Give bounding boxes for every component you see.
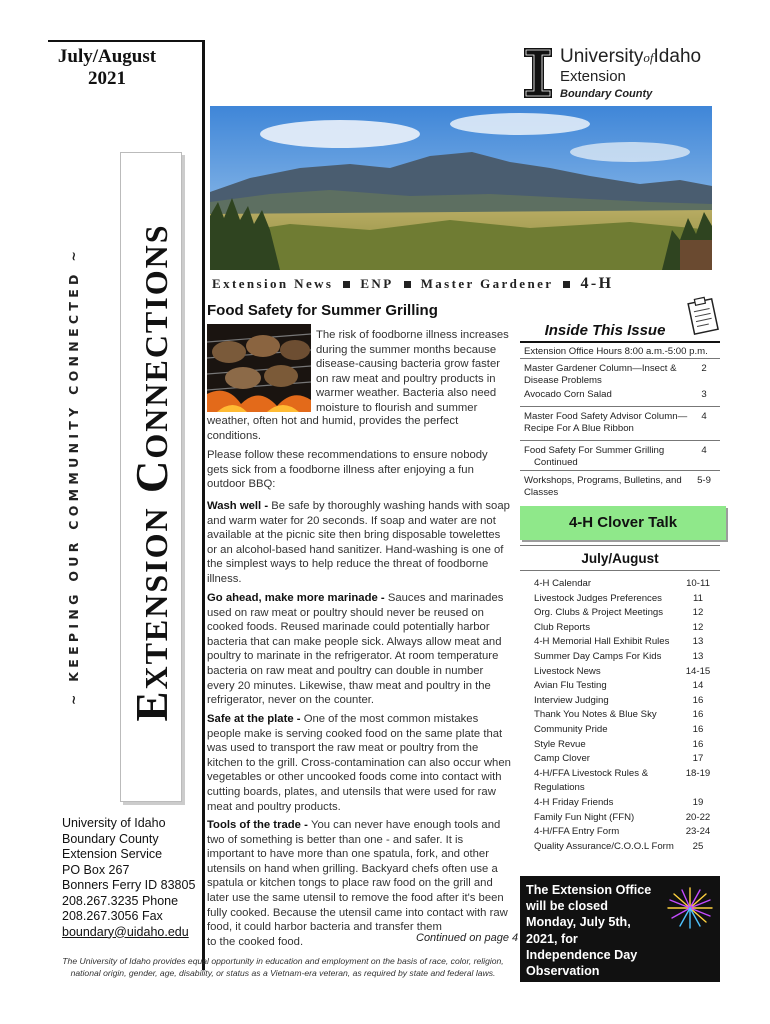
issue-date-year: 2021 xyxy=(88,68,126,89)
nav-master-gardener: Master Gardener xyxy=(420,276,554,291)
list-item[interactable] xyxy=(534,796,716,811)
list-item[interactable] xyxy=(534,840,716,855)
nav-4h: 4-H xyxy=(580,275,614,292)
toc-item-title: Food Safety For Summer Grilling xyxy=(524,445,665,456)
top-rule xyxy=(48,40,205,42)
article-intro: The risk of foodborne illness increases during the summer months because disease-causing bacteria grow faster on raw meat and poultry products in warmer weather. Bacteria also need moisture to flourish and summer xyxy=(316,329,509,414)
list-item-title: Camp Clover xyxy=(534,753,590,765)
phone-line: 208.267.3235 Phone xyxy=(62,893,179,908)
list-item-page: 23-24 xyxy=(685,826,711,838)
tip-wash-well xyxy=(207,499,512,587)
list-item-title: Community Pride xyxy=(534,723,608,735)
list-item-page: 16 xyxy=(692,694,704,706)
tip-heading: Go ahead, make more marinade - xyxy=(207,592,388,604)
clover-talk-list xyxy=(534,577,716,854)
tip-marinade xyxy=(207,591,512,708)
toc-item-subtitle: Continued xyxy=(534,457,578,468)
list-item-title: Avian Flu Testing xyxy=(534,680,607,692)
address-line: University of Idaho xyxy=(62,816,166,830)
issue-date xyxy=(52,46,162,90)
list-item-page: 25 xyxy=(692,840,704,852)
tip-heading: Tools of the trade - xyxy=(207,819,311,831)
list-item-page: 11 xyxy=(693,592,703,604)
article-paragraph: Please follow these recommendations to ensure nobody gets sick from a foodborne illness after enjoying a fun outdoor BBQ: xyxy=(207,449,488,491)
toc-item[interactable] xyxy=(520,407,720,435)
toc-item-page: 2 xyxy=(701,363,707,374)
tip-body: Sauces and marinades used on raw meat or poultry should never be reused on cooked foods. Reused marinade could potentially harbor bacteria that can make people sick. Always allow meat and poultry to marinate in the refrigerator. At room temperature bacteria on raw meat and poultry can double in number every 20 minutes. Likewise, thaw meat and poultry in the refrigerator, never on the counter. xyxy=(207,592,504,707)
list-item[interactable] xyxy=(534,635,716,650)
list-item[interactable] xyxy=(534,592,716,607)
list-item-title: Org. Clubs & Project Meetings xyxy=(534,607,664,619)
toc-item-page: 5-9 xyxy=(697,475,711,486)
list-item[interactable] xyxy=(534,825,716,840)
list-item-title: Family Fun Night (FFN) xyxy=(534,811,635,823)
list-item-title: 4-H Friday Friends xyxy=(534,796,614,808)
list-item[interactable] xyxy=(534,708,716,723)
clover-talk-banner: 4-H Clover Talk xyxy=(520,506,726,540)
fireworks-icon xyxy=(660,880,720,940)
list-item-page: 10-11 xyxy=(686,578,710,589)
address-line: Bonners Ferry ID 83805 xyxy=(62,878,196,892)
list-item[interactable] xyxy=(534,606,716,621)
list-item-page: 19 xyxy=(692,796,704,808)
toc-item[interactable] xyxy=(520,387,720,401)
tip-body: One of the most common mistakes people make is serving cooked food on the same plate that was used to transport the raw meat or poultry from the kitchen to the grill. Cross-contamination can also occur when vegetables or other uncooked foods come into contact with cutting boards, plates, and utensils that were used for raw meat and poultry products. xyxy=(207,713,511,813)
list-item-page: 16 xyxy=(692,723,704,735)
list-item[interactable] xyxy=(534,694,716,709)
logo-of: of xyxy=(643,50,654,65)
address-line: Boundary County xyxy=(62,831,159,846)
list-item-title: Thank You Notes & Blue Sky xyxy=(534,709,657,721)
toc-item-title: Master Gardener Column—Insect & Disease Problems xyxy=(524,363,677,386)
nav-square-bullet-icon xyxy=(563,281,570,288)
toc-item-title: Avocado Corn Salad xyxy=(524,389,612,400)
list-item-page: 12 xyxy=(692,607,704,619)
address-line: PO Box 267 xyxy=(62,862,130,877)
nav-square-bullet-icon xyxy=(404,281,411,288)
list-item-page: 16 xyxy=(692,738,704,750)
tip-heading: Safe at the plate - xyxy=(207,713,304,725)
tip-tools xyxy=(207,818,512,949)
toc-item[interactable] xyxy=(520,359,720,387)
clipboard-icon xyxy=(686,296,720,336)
tip-body-end: to the cooked food. xyxy=(207,935,304,948)
landscape-photo xyxy=(210,106,712,270)
list-item-title: 4-H Calendar xyxy=(534,578,592,589)
toc-group xyxy=(520,440,720,470)
toc-item[interactable] xyxy=(520,441,720,469)
column-divider xyxy=(202,40,205,970)
logo-extension: Extension xyxy=(560,68,626,85)
list-item[interactable] xyxy=(534,650,716,665)
article-intro-continued: weather, often hot and humid, provides the perfect conditions. xyxy=(207,415,459,442)
list-item-title: Club Reports xyxy=(534,621,590,633)
list-item-title: 4-H/FFA Entry Form xyxy=(534,826,620,838)
inside-issue-rule xyxy=(520,341,720,343)
tip-heading: Wash well - xyxy=(207,500,272,512)
university-i-logo-icon xyxy=(522,46,554,100)
notice-line: Monday, July 5th, xyxy=(526,915,631,930)
notice-line: Independence Day xyxy=(526,947,638,962)
issue-date-months: July/August xyxy=(57,46,157,67)
notice-line: The Extension Office xyxy=(526,883,652,897)
article-title: Food Safety for Summer Grilling xyxy=(207,302,438,319)
tip-body: You can never have enough tools and two of something is better than one - and safer. It is important to have more than one spatula, fork, and other utensils on hand when grilling. Backyard chefs often use a spatula or kitchen tongs to place raw food on the grill and later use the same utensil to remove the food after it's been fully cooked. Because the utensil came into contact with raw food, it could harbor bacteria and transfer them xyxy=(207,819,508,934)
toc-item-page: 3 xyxy=(701,389,707,400)
nav-square-bullet-icon xyxy=(343,281,350,288)
tip-body: Be safe by thoroughly washing hands with soap and warm water for 20 seconds. If soap and water are not available at the picnic site then bring disposable towelettes or an alcohol-based hand sanitizer. Hand-washing is one of the simplest ways to help reduce the threat of foodborne illness. xyxy=(207,500,510,585)
logo-county: Boundary County xyxy=(560,88,653,100)
toc-group xyxy=(520,470,720,504)
list-item-page: 17 xyxy=(692,753,704,765)
clover-talk-subheading: July/August xyxy=(520,545,720,571)
tagline: ~ KEEPING OUR COMMUNITY CONNECTED ~ xyxy=(66,246,81,706)
toc-item-page: 4 xyxy=(701,445,707,456)
address-block xyxy=(62,816,195,940)
toc-group xyxy=(520,406,720,440)
list-item-page: 12 xyxy=(692,621,704,633)
grill-photo xyxy=(207,324,311,412)
list-item[interactable] xyxy=(534,621,716,636)
tip-safe-plate xyxy=(207,712,512,814)
list-item-page: 14 xyxy=(692,680,704,692)
list-item-title: Livestock Judges Preferences xyxy=(534,592,662,604)
list-item-title: Interview Judging xyxy=(534,694,609,706)
notice-line: 2021, for xyxy=(526,931,578,946)
list-item-page: 18-19 xyxy=(685,767,711,779)
list-item-page: 13 xyxy=(692,650,704,662)
office-hours: Extension Office Hours 8:00 a.m.-5:00 p.m. xyxy=(524,346,708,357)
list-item[interactable] xyxy=(534,752,716,767)
continued-note: Continued on page 4 xyxy=(416,932,519,944)
toc-group xyxy=(520,358,720,408)
notice-line: will be closed xyxy=(526,899,608,914)
address-line: Extension Service xyxy=(62,847,163,861)
list-item-page: 20-22 xyxy=(685,811,711,823)
toc-item[interactable] xyxy=(520,471,720,499)
nav-extension-news: Extension News xyxy=(212,276,334,291)
list-item-title: Livestock News xyxy=(534,665,601,677)
logo-university: UniversityofIdaho xyxy=(560,46,702,67)
list-item[interactable] xyxy=(534,577,716,592)
fax-line: 208.267.3056 Fax xyxy=(62,909,163,923)
list-item-title: Summer Day Camps For Kids xyxy=(534,650,662,662)
list-item-page: 13 xyxy=(692,636,704,648)
inside-issue-heading: Inside This Issue xyxy=(544,322,666,339)
email-link[interactable]: boundary@uidaho.edu xyxy=(62,924,189,939)
list-item-title: Quality Assurance/C.O.O.L Form xyxy=(534,840,674,852)
list-item-title: 4-H/FFA Livestock Rules & Regulations xyxy=(534,767,649,794)
list-item[interactable] xyxy=(534,679,716,694)
toc-item-title: Workshops, Programs, Bulletins, and Classes xyxy=(524,475,682,498)
list-item[interactable] xyxy=(534,811,716,826)
section-nav xyxy=(212,274,708,294)
list-item-page: 14-15 xyxy=(685,665,711,677)
nav-enp: ENP xyxy=(360,276,394,291)
list-item[interactable] xyxy=(534,665,716,680)
list-item-title: Style Revue xyxy=(534,738,586,750)
toc-item-title-block xyxy=(524,445,664,469)
toc-item-page: 4 xyxy=(701,411,707,422)
list-item[interactable] xyxy=(534,767,716,796)
newsletter-title: Extension Connections xyxy=(127,223,177,722)
notice-line: Observation xyxy=(526,964,600,979)
toc-item-title: Master Food Safety Advisor Column—Recipe For A Blue Ribbon xyxy=(524,411,688,434)
list-item[interactable] xyxy=(534,738,716,753)
list-item[interactable] xyxy=(534,723,716,738)
closure-notice-text xyxy=(526,882,666,979)
equal-opportunity-footer: The University of Idaho provides equal opportunity in education and employment on the basis of race, color, religion, national origin, gender, age, disability, or status as a Vietnam-era veteran, as required by state and federal laws. xyxy=(62,956,504,978)
list-item-title: 4-H Memorial Hall Exhibit Rules xyxy=(534,636,670,648)
list-item-page: 16 xyxy=(692,709,704,721)
